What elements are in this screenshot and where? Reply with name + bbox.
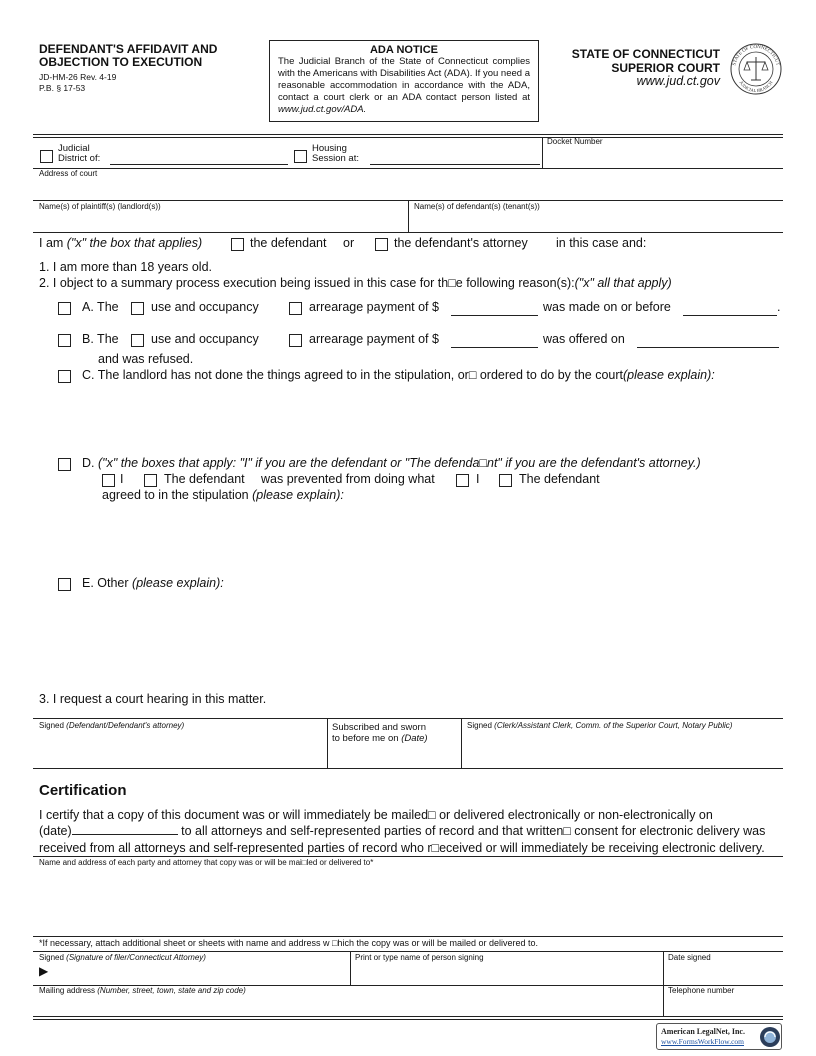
defendant-signature-field[interactable] [36, 732, 324, 766]
reason-a-amount-field[interactable] [451, 315, 538, 316]
reason-b-use-occupancy-checkbox[interactable] [131, 334, 144, 347]
date-signed-label: Date signed [668, 953, 711, 962]
reason-a-label: A. The [82, 300, 119, 314]
sworn-date-field[interactable] [330, 746, 458, 766]
housing-session-checkbox[interactable] [294, 150, 307, 163]
state-seal-icon [729, 42, 783, 96]
sworn-label: Subscribed and sworn to before me on (Date) [332, 722, 428, 744]
reason-d-i-label: I [120, 472, 124, 486]
defendant-names-field[interactable] [412, 211, 780, 230]
filer-signature-field[interactable] [56, 964, 346, 984]
reason-a-use-occupancy-label: use and occupancy [151, 300, 259, 314]
reason-a-period: . [777, 300, 781, 314]
clerk-signature-field[interactable] [464, 732, 780, 766]
judicial-district-field[interactable] [110, 164, 288, 165]
docket-number-label: Docket Number [547, 137, 603, 146]
certification-line-2: (date) to all attorneys and self-represented parties of record and that written□ consent for electronic delivery was [39, 824, 766, 838]
state-heading: STATE OF CONNECTICUT SUPERIOR COURT [571, 47, 720, 75]
reason-a-arrearage-label: arrearage payment of $ [309, 300, 439, 314]
plaintiff-names-label: Name(s) of plaintiff(s) (landlord(s)) [39, 202, 161, 211]
ada-notice: ADA NOTICE The Judicial Branch of the State of Connecticut complies with the Americans with Disabilities Act (ADA). If you need a reasonable accommodation in accordance with the ADA, contact a court clerk or an ADA contact person listed at www.jud.ct.gov/ADA. [269, 40, 539, 122]
item-2: 2. I object to a summary process execution being issued in this case for th□e following reason(s):("x" all that apply) [39, 276, 672, 290]
reason-d-explain-area[interactable] [102, 506, 778, 570]
reason-a-use-occupancy-checkbox[interactable] [131, 302, 144, 315]
iam-attorney-checkbox[interactable] [375, 238, 388, 251]
reason-b-tail: was offered on [543, 332, 625, 346]
reason-d-prevented: was prevented from doing what [261, 472, 435, 486]
reason-d-label: D. ("x" the boxes that apply: "I" if you are the defendant or "The defenda□nt" if you are the defendant's attorney.) [82, 456, 701, 470]
telephone-field[interactable] [666, 996, 780, 1015]
reason-b-arrearage-checkbox[interactable] [289, 334, 302, 347]
reason-a-date-field[interactable] [683, 315, 777, 316]
filer-signature-label: Signed (Signature of filer/Connecticut Attorney) [39, 953, 206, 962]
certification-heading: Certification [39, 782, 127, 799]
mailing-address-field[interactable] [36, 996, 660, 1015]
reason-a-arrearage-checkbox[interactable] [289, 302, 302, 315]
iam-attorney-label: the defendant's attorney [394, 236, 528, 250]
judicial-district-label: Judicial District of: [58, 143, 101, 164]
print-name-label: Print or type name of person signing [355, 953, 484, 962]
globe-icon [759, 1026, 781, 1048]
housing-session-field[interactable] [370, 164, 540, 165]
ada-link[interactable]: www.jud.ct.gov/ADA. [278, 104, 367, 115]
reason-b-checkbox[interactable] [58, 334, 71, 347]
reason-d-checkbox[interactable] [58, 458, 71, 471]
docket-number-field[interactable] [544, 148, 780, 166]
court-address-label: Address of court [39, 169, 98, 178]
iam-defendant-checkbox[interactable] [231, 238, 244, 251]
names-addresses-field[interactable] [36, 868, 780, 934]
judicial-district-checkbox[interactable] [40, 150, 53, 163]
reason-d-agreed: agreed to in the stipulation (please explain): [102, 488, 344, 502]
reason-e-checkbox[interactable] [58, 578, 71, 591]
court-website[interactable]: www.jud.ct.gov [636, 74, 720, 88]
legalnet-badge[interactable]: American LegalNet, Inc. www.FormsWorkFlow.com [656, 1023, 782, 1050]
reason-c-explain-area[interactable] [82, 388, 778, 452]
reason-d-i2-label: I [476, 472, 480, 486]
item-1: 1. I am more than 18 years old. [39, 260, 213, 274]
names-addresses-label: Name and address of each party and attorney that copy was or will be mai□led or delivered to* [39, 858, 374, 867]
mailing-address-label: Mailing address (Number, street, town, state and zip code) [39, 986, 246, 995]
reason-e-explain-area[interactable] [82, 596, 778, 684]
signed-defendant-label: Signed (Defendant/Defendant's attorney) [39, 721, 185, 730]
plaintiff-names-field[interactable] [36, 211, 404, 230]
reason-c-label: C. The landlord has not done the things agreed to in the stipulation, or□ ordered to do by the court(please explain): [82, 368, 715, 382]
iam-defendant-label: the defendant [250, 236, 327, 250]
reason-d-defendant2-checkbox[interactable] [499, 474, 512, 487]
reason-d-defendant-checkbox[interactable] [144, 474, 157, 487]
reason-a-checkbox[interactable] [58, 302, 71, 315]
certification-line-1: I certify that a copy of this document was or will immediately be mailed□ or delivered electronically or non-electronically on [39, 808, 713, 822]
court-address-field[interactable] [36, 178, 780, 198]
print-name-field[interactable] [353, 964, 659, 984]
reason-c-checkbox[interactable] [58, 370, 71, 383]
svg-text:JUDICIAL BRANCH: JUDICIAL BRANCH [738, 80, 774, 94]
arrow-icon: ▶ [39, 964, 49, 978]
telephone-label: Telephone number [668, 986, 735, 995]
iam-prefix: I am ("x" the box that applies) [39, 236, 203, 250]
date-signed-field[interactable] [666, 964, 780, 984]
reason-e-label: E. Other (please explain): [82, 576, 224, 590]
reason-d-i-checkbox[interactable] [102, 474, 115, 487]
reason-d-defendant2-label: The defendant [519, 472, 600, 486]
item-3: 3. I request a court hearing in this matter. [39, 692, 267, 706]
svg-text:STATE OF CONNECTICUT: STATE OF CONNECTICUT [732, 44, 780, 67]
reason-b-arrearage-label: arrearage payment of $ [309, 332, 439, 346]
reason-b-label: B. The [82, 332, 119, 346]
form-title: DEFENDANT'S AFFIDAVIT AND OBJECTION TO EXECUTION [39, 42, 218, 69]
defendant-names-label: Name(s) of defendant(s) (tenant(s)) [414, 202, 540, 211]
housing-session-label: Housing Session at: [312, 143, 359, 164]
certification-date-field[interactable] [72, 824, 178, 835]
form-id: JD-HM-26 Rev. 4-19 P.B. § 17-53 [39, 72, 117, 93]
reason-b-refused: and was refused. [98, 352, 194, 366]
reason-b-use-occupancy-label: use and occupancy [151, 332, 259, 346]
certification-footnote: *If necessary, attach additional sheet or sheets with name and address w □hich the copy was or will be mailed or delivered to. [39, 938, 539, 948]
reason-a-tail: was made on or before [543, 300, 671, 314]
signed-clerk-label: Signed (Clerk/Assistant Clerk, Comm. of the Superior Court, Notary Public) [467, 721, 733, 730]
reason-b-date-field[interactable] [637, 347, 779, 348]
reason-d-defendant-label: The defendant [164, 472, 245, 486]
iam-suffix: in this case and: [556, 236, 647, 250]
reason-b-amount-field[interactable] [451, 347, 538, 348]
iam-or: or [343, 236, 355, 250]
certification-line-3: received from all attorneys and self-represented parties of record who r□eceived or will immediately be receiving electronic delivery. [39, 841, 765, 855]
reason-d-i2-checkbox[interactable] [456, 474, 469, 487]
